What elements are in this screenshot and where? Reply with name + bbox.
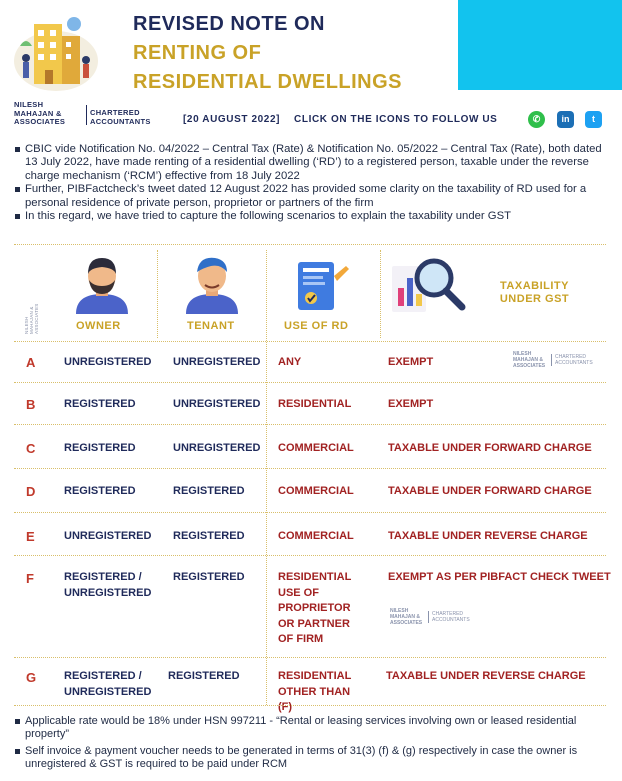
- cell-taxability: TAXABLE UNDER FORWARD CHARGE: [388, 485, 592, 497]
- header-owner: OWNER: [76, 320, 121, 332]
- cell-tenant: REGISTERED: [173, 571, 245, 583]
- intro-bullet: Further, PIBFactcheck’s tweet dated 12 August 2022 has provided some clarity on the taxability of RD used for a personal residence of private person, proprietor or partners of the firm: [14, 183, 614, 210]
- building-illustration-icon: [12, 6, 100, 92]
- watermark-profession: [428, 611, 470, 623]
- watermark-line: ASSOCIATES: [513, 363, 546, 369]
- row-letter: A: [26, 355, 36, 370]
- footer-bullet: Self invoice & payment voucher needs to be generated in terms of 31(3) (f) & (g) respectively in case the owner is unregistered & GST is required to be paid under RCM: [14, 745, 614, 772]
- brand-line: NILESH: [14, 100, 44, 109]
- brand-line: MAHAJAN &: [14, 108, 62, 118]
- page-title: [133, 10, 402, 97]
- cell-use: RESIDENTIAL: [278, 398, 352, 410]
- cell-use: COMMERCIAL: [278, 485, 354, 497]
- brand-divider: [86, 105, 87, 125]
- cell-owner: UNREGISTERED: [64, 530, 152, 542]
- divider: [14, 424, 606, 425]
- watermark-line: ASSOCIATES: [390, 620, 423, 626]
- linkedin-icon[interactable]: in: [557, 111, 574, 128]
- divider: [14, 705, 606, 706]
- row-letter: C: [26, 441, 36, 456]
- cell-taxability: EXEMPT: [388, 356, 434, 368]
- cell-tenant: REGISTERED: [173, 530, 245, 542]
- column-divider: [157, 250, 158, 338]
- watermark-line: NILESH: [513, 351, 532, 357]
- brand-line: ASSOCIATES: [14, 117, 66, 126]
- cyan-banner: [458, 0, 622, 90]
- cell-tenant: REGISTERED: [168, 670, 240, 682]
- cell-taxability: TAXABLE UNDER FORWARD CHARGE: [388, 442, 592, 454]
- header-taxability: [487, 280, 582, 306]
- watermark-line: MAHAJAN &: [390, 614, 420, 620]
- divider: [14, 382, 606, 383]
- cell-taxability: TAXABLE UNDER REVERSE CHARGE: [388, 530, 588, 542]
- row-letter: G: [26, 670, 37, 685]
- owner-avatar-icon: [72, 252, 132, 314]
- intro-bullet: In this regard, we have tried to capture the following scenarios to explain the taxability under GST: [14, 210, 614, 223]
- header-tenant: TENANT: [187, 320, 235, 332]
- column-divider: [266, 250, 267, 705]
- brand-name: [14, 101, 65, 127]
- divider: [14, 555, 606, 556]
- cell-taxability: TAXABLE UNDER REVERSE CHARGE: [386, 670, 586, 682]
- cell-tenant: UNREGISTERED: [173, 356, 261, 368]
- watermark-line: NILESH: [390, 608, 409, 614]
- header-tax-line: UNDER GST: [499, 293, 570, 305]
- tenant-avatar-icon: [182, 252, 242, 314]
- watermark-line: CHARTERED: [432, 611, 464, 617]
- divider: [14, 341, 606, 342]
- cell-tenant: REGISTERED: [173, 485, 245, 497]
- intro-bullet: CBIC vide Notification No. 04/2022 – Central Tax (Rate) & Notification No. 05/2022 – Central Tax (Rate), both dated 13 July 2022, have made renting of a residential dwelling (‘RD’) to a registered person, taxable under the reverse charge mechanism (‘RCM’) effective from 18 July 2022: [14, 143, 614, 183]
- follow-bar: [183, 114, 497, 125]
- note-date: [20 AUGUST 2022]: [183, 114, 281, 125]
- cell-owner: REGISTERED: [64, 398, 136, 410]
- brand-line: ACCOUNTANTS: [90, 116, 151, 126]
- divider: [14, 512, 606, 513]
- cell-owner: REGISTERED: [64, 485, 136, 497]
- row-letter: E: [26, 529, 35, 544]
- watermark-profession: [551, 354, 593, 366]
- footer-bullet: Applicable rate would be 18% under HSN 997211 - “Rental or leasing services involving own or leased residential property”: [14, 715, 614, 742]
- cell-tenant: UNREGISTERED: [173, 398, 261, 410]
- intro-bullets: [14, 143, 614, 223]
- row-letter: F: [26, 571, 34, 586]
- side-logo-line: MAHAJAN &: [29, 306, 34, 334]
- cell-owner: REGISTERED / UNREGISTERED: [64, 571, 152, 599]
- cell-owner: REGISTERED: [64, 442, 136, 454]
- row-letter: B: [26, 397, 36, 412]
- brand-profession: [90, 109, 151, 126]
- title-line-1: REVISED NOTE ON: [133, 13, 325, 35]
- follow-text: CLICK ON THE ICONS TO FOLLOW US: [294, 114, 498, 125]
- header-use: USE OF RD: [284, 320, 349, 332]
- title-line-2: RENTING OF: [133, 42, 262, 64]
- cell-use: RESIDENTIAL OTHER THAN (F): [278, 670, 352, 713]
- watermark-line: ACCOUNTANTS: [555, 360, 593, 366]
- footer-bullets: [14, 715, 614, 775]
- divider: [14, 657, 606, 658]
- cell-owner: REGISTERED / UNREGISTERED: [64, 670, 152, 698]
- column-divider: [380, 250, 381, 338]
- cell-tenant: UNREGISTERED: [173, 442, 261, 454]
- watermark-line: CHARTERED: [555, 354, 587, 360]
- cell-owner: UNREGISTERED: [64, 356, 152, 368]
- watermark-line: ACCOUNTANTS: [432, 617, 470, 623]
- brand-line: CHARTERED: [90, 108, 140, 117]
- divider: [14, 244, 606, 245]
- side-logo-line: NILESH: [24, 316, 29, 334]
- cell-taxability: EXEMPT AS PER PIBFACT CHECK TWEET: [388, 571, 611, 583]
- cell-use: COMMERCIAL: [278, 530, 354, 542]
- cell-use: RESIDENTIAL USE OF PROPRIETOR OR PARTNER OF FIRM: [278, 571, 352, 645]
- whatsapp-icon[interactable]: ✆: [528, 111, 545, 128]
- document-check-icon: [294, 258, 352, 314]
- header-tax-line: TAXABILITY: [500, 280, 569, 292]
- watermark-logo: [390, 608, 470, 626]
- magnifier-chart-icon: [390, 254, 466, 316]
- row-letter: D: [26, 484, 36, 499]
- watermark-line: MAHAJAN &: [513, 357, 543, 363]
- cell-use: COMMERCIAL: [278, 442, 354, 454]
- watermark-logo: [513, 351, 593, 369]
- title-line-3: RESIDENTIAL DWELLINGS: [133, 71, 403, 93]
- side-logo-line: ASSOCIATES: [34, 303, 39, 334]
- cell-use: ANY: [278, 356, 302, 368]
- twitter-icon[interactable]: t: [585, 111, 602, 128]
- divider: [14, 468, 606, 469]
- cell-taxability: EXEMPT: [388, 398, 434, 410]
